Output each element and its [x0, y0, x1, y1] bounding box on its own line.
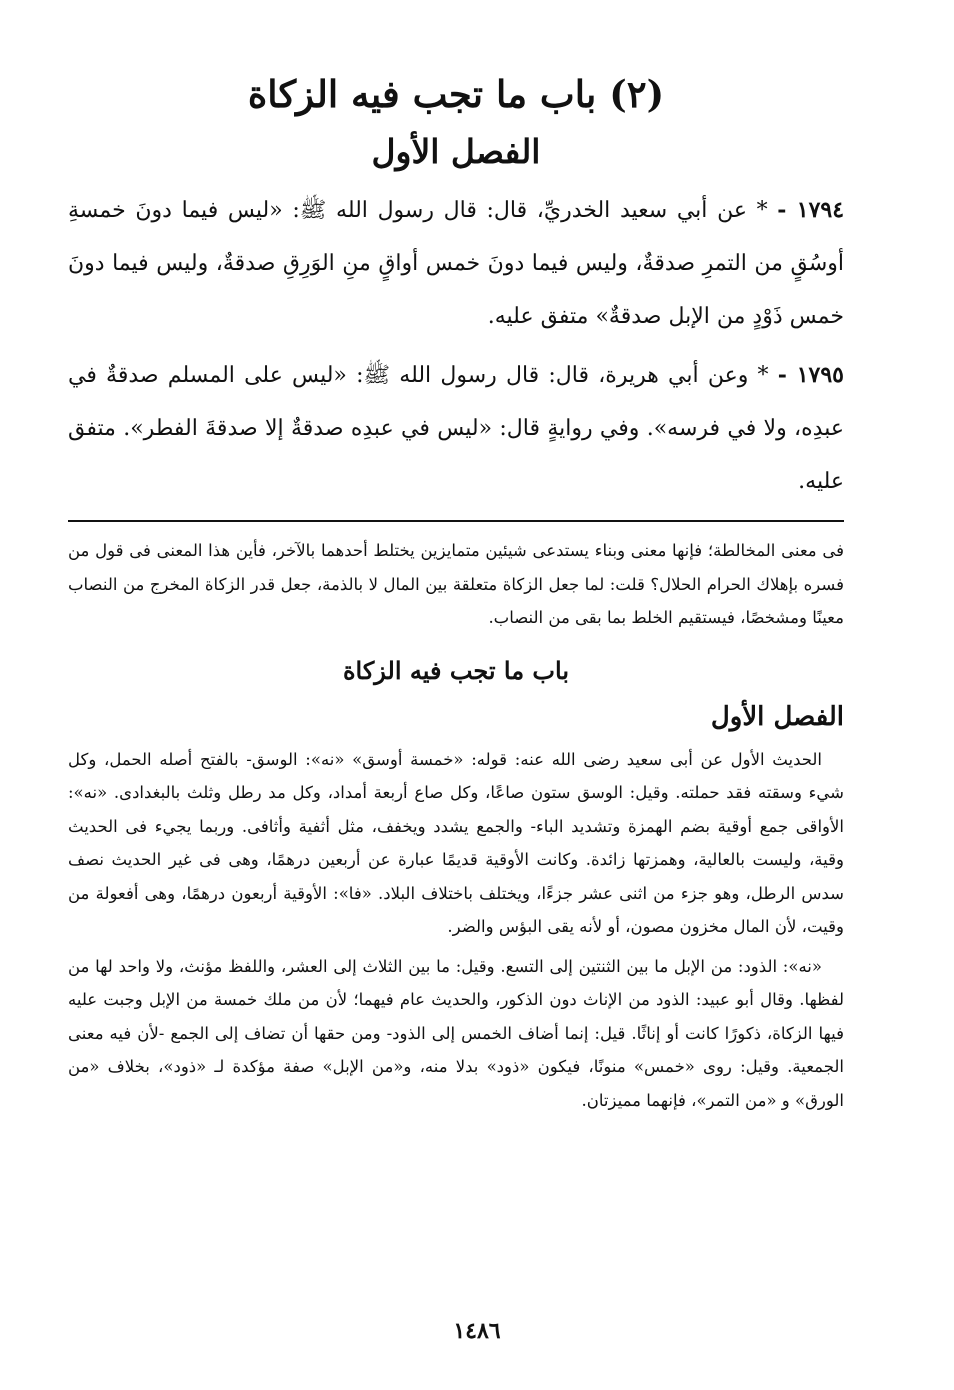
chapter-title: (٢) باب ما تجب فيه الزكاة — [247, 72, 665, 116]
commentary-paragraph: الحديث الأول عن أبى سعيد رضى الله عنه: قوله: «خمسة أوسق» «نه»: الوسق- بالفتح أصله الحمل، وكل شيء وسقته فقد حملته. وقيل: الوسق ستون صاعًا، وكل صاع أربعة أمداد، وكل مد رطل وثلث بالبغدادى. «نه»: الأواقى جمع أوقية بضم الهمزة وتشديد الباء- والجمع يشدد ويخفف، مثل أثفية وأثافى. وربما يجيء فى الحديث وقية، وليست بالعالية، وهمزتها زائدة. وكانت الأوقية قديمًا عبارة عن أربعين درهمًا، وهى فى غير الحديث نصف سدس الرطل، وهو جزء من اثنى عشر جزءًا، ويختلف باختلاف البلاد. «فا»: الأوقية أربعون درهمًا، وهى أفعولة من وقيت، لأن المال مخزون مصون، أو لأنه يقى البؤس والضر. — [68, 749, 844, 936]
footnote-divider — [68, 520, 844, 522]
hadith-text: * عن أبي سعيد الخدريِّ، قال: قال رسول الله ﷺ: «ليس فيما دونَ خمسةِ أوسُقٍ من التمرِ صدقةٌ، وليس فيما دونَ خمس أواقٍ منِ الوَرِقِ صدقةٌ، وليس فيما دونَ خمس ذَوْدٍ من الإبل صدقةٌ» متفق عليه. — [68, 198, 844, 329]
section-title: الفصل الأول — [371, 132, 541, 171]
commentary-chapter-heading: باب ما تجب فيه الزكاة — [342, 655, 570, 685]
commentary-section-heading: الفصل الأول — [710, 701, 844, 732]
page-number: ١٤٨٦ — [453, 1318, 501, 1344]
commentary-paragraph: «نه»: الذود: من الإبل ما بين الثنتين إلى التسع. وقيل: ما بين الثلاث إلى العشر، واللفظ مؤنث، ولا واحد لها من لفظها. وقال أبو عبيد: الذود من الإناث دون الذكور، والحديث عام فيهما؛ لأن من ملك خمسة من الإبل وجبت عليه فيها الزكاة، ذكورًا كانت أو إناثًا. قيل: إنما أضاف الخمس إلى الذود- ومن حقها أن تضاف إلى الجمع -لأن فيه معنى الجمعية. وقيل: روى «خمس» منونًا، فيكون «ذود» بدلا منه، و«من الإبل» صفة مؤكدة لـ «ذود»، بخلاف «من الورق» و «من التمر»، فإنهما مميزتان. — [68, 956, 844, 1110]
hadith-1795 — [68, 349, 844, 508]
hadith-1794 — [68, 184, 844, 343]
hadith-text: * وعن أبي هريرة، قال: قال رسول الله ﷺ: «ليس على المسلم صدقةٌ في عبدِه، ولا في فرسه». وفي روايةٍ قال: «ليس في عبدِه صدقةٌ إلا صدقةَ الفطر». متفق عليه. — [68, 363, 844, 494]
hadith-number: ١٧٩٥ - — [777, 362, 844, 388]
book-page — [68, 70, 844, 1117]
hadith-number: ١٧٩٤ - — [777, 197, 845, 223]
commentary-intro: فى معنى المخالطة؛ فإنها معنى وبناء يستدعى شيئين متمايزين يختلط أحدهما بالآخر، فأين هذا المعنى فى قول من فسره بإهلاك الحرام الحلال؟ قلت: لما جعل الزكاة متعلقة بين المال لا بالذمة، جعل قدر الزكاة المخرج من النصاب معينًا ومشخصًا، فيستقيم الخلط بما بقى من النصاب. — [68, 541, 844, 627]
